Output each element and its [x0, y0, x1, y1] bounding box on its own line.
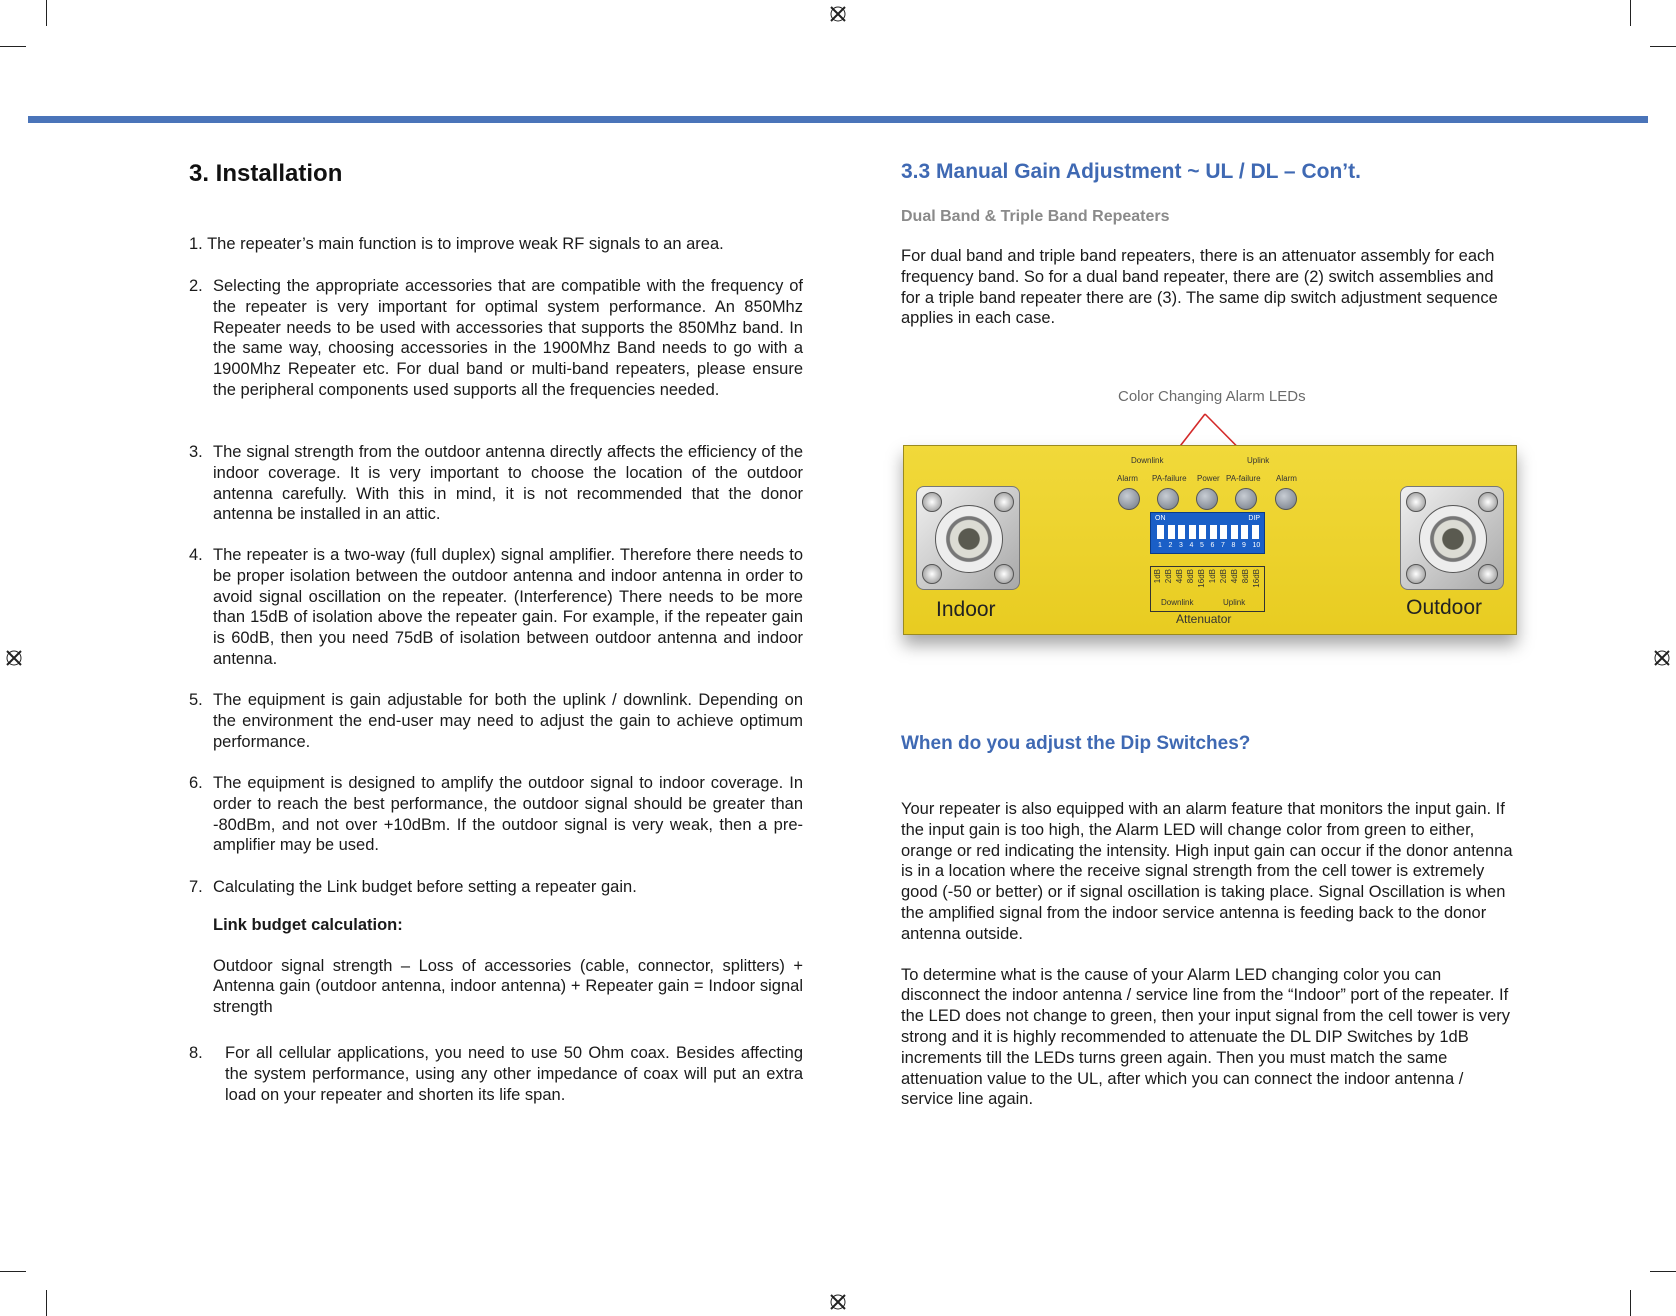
figure-caption: Color Changing Alarm LEDs — [1118, 388, 1306, 405]
dip-number: 3 — [1179, 542, 1183, 549]
item-number: 8. — [189, 1044, 203, 1062]
pa-failure-led-icon — [1235, 488, 1257, 510]
link-budget-formula: Outdoor signal strength – Loss of accessories (cable, connector, splitters) + Antenna gain (outdoor antenna, indoor antenna) + Repeater gain = Indoor signal strength — [213, 956, 803, 1017]
item-number: 4. — [189, 546, 203, 564]
dip-number: 9 — [1242, 542, 1246, 549]
item-number: 6. — [189, 774, 203, 792]
dip-switch-block[interactable] — [1150, 512, 1265, 554]
installation-column — [189, 160, 803, 1104]
dip-number: 7 — [1221, 542, 1225, 549]
dip-number: 1 — [1158, 542, 1162, 549]
dip-switch-toggle[interactable] — [1220, 525, 1227, 539]
attn-downlink-label: Downlink — [1161, 598, 1194, 607]
crop-mark — [46, 1290, 47, 1316]
dip-switch-toggle[interactable] — [1168, 525, 1175, 539]
crop-mark — [0, 46, 26, 47]
list-item — [189, 442, 803, 525]
list-item — [189, 276, 803, 401]
gain-adjustment-column — [901, 160, 1513, 329]
indoor-label: Indoor — [936, 598, 996, 621]
dip-label: DIP — [1248, 515, 1260, 522]
attenuation-value: 8dB — [1241, 569, 1250, 584]
item-text: The equipment is designed to amplify the outdoor signal to indoor coverage. In order to reach the best performance, the outdoor signal should be greater than -80dBm, and not over +10dBm. If the outdoor signal is very weak, then a pre-amplifier may be used. — [213, 774, 803, 855]
crop-mark — [1630, 1290, 1631, 1316]
repeater-front-panel — [903, 445, 1517, 635]
dip-number: 8 — [1231, 542, 1236, 549]
alarm-led-icon — [1275, 488, 1297, 510]
crop-mark — [1650, 1271, 1676, 1272]
list-item — [189, 234, 803, 255]
dip-switch-toggle[interactable] — [1241, 525, 1248, 539]
led-label: Power — [1197, 474, 1220, 483]
crop-mark — [1650, 46, 1676, 47]
outdoor-label: Outdoor — [1406, 596, 1482, 619]
registration-mark-icon — [828, 1292, 848, 1312]
attenuation-value: 1dB — [1208, 569, 1217, 584]
troubleshoot-paragraph: To determine what is the cause of your Alarm LED changing color you can disconnect the indoor antenna / service line from the “Indoor” port of the repeater. If the LED does not change to green, then your input signal from the cell tower is very strong and it is highly recommended to attenuate the DL DIP Switches by 1dB increments till the LEDs turns green again. Then you must match the same attenuation value to the UL, after which you can connect the indoor antenna / service line again. — [901, 965, 1511, 1109]
alarm-paragraph: Your repeater is also equipped with an alarm feature that monitors the input gain. If the input gain is too high, the Alarm LED will change color from green to either, orange or red indicating the intensity. High input gain can occur if the donor antenna is in a location where the receive signal strength from the cell tower is extremely good (-50 or better) or if signal oscillation is taking place. Signal Oscillation is when the amplified signal from the indoor service antenna is feeding back to the donor antenna outside. — [901, 800, 1513, 943]
crop-mark — [1630, 0, 1631, 26]
item-text: Calculating the Link budget before setting a repeater gain. — [213, 878, 637, 896]
item-number: 2. — [189, 277, 203, 295]
list-item — [189, 1043, 803, 1105]
attenuation-value: 2dB — [1219, 569, 1228, 584]
dip-switch-toggle[interactable] — [1231, 525, 1238, 539]
dip-number: 4 — [1189, 542, 1194, 549]
led-label: Alarm — [1117, 474, 1138, 483]
dip-on-label: ON — [1155, 515, 1166, 522]
dip-switch-heading: When do you adjust the Dip Switches? — [901, 733, 1251, 754]
installation-heading: 3. Installation — [189, 160, 343, 187]
attenuation-value: 2dB — [1164, 569, 1173, 584]
crop-mark — [46, 0, 47, 26]
crop-mark — [0, 1271, 26, 1272]
intro-paragraph: For dual band and triple band repeaters, there is an attenuator assembly for each frequency band. So for a dual band repeater, there are (2) switch assemblies and for a triple band repeater there are (3). The same dip switch adjustment sequence applies in each case. — [901, 247, 1498, 328]
list-item — [189, 877, 803, 1018]
header-rule — [28, 116, 1648, 123]
dip-number: 2 — [1168, 542, 1173, 549]
attenuator-table — [1150, 566, 1265, 612]
list-item — [189, 773, 803, 856]
list-item — [189, 690, 803, 752]
downlink-label: Downlink — [1131, 456, 1164, 465]
dip-switch-toggle[interactable] — [1189, 525, 1196, 539]
led-label: PA-failure — [1152, 474, 1187, 483]
attenuation-value: 8dB — [1186, 569, 1195, 584]
attenuation-value: 4dB — [1230, 569, 1239, 584]
alarm-led-icon — [1118, 488, 1140, 510]
link-budget-heading: Link budget calculation: — [213, 915, 403, 934]
item-text: For all cellular applications, you need to use 50 Ohm coax. Besides affecting the system performance, using any other impedance of coax will put an extra load on your repeater and shorten its life span. — [225, 1044, 803, 1104]
dip-switch-toggle[interactable] — [1199, 525, 1206, 539]
item-text: The repeater is a two-way (full duplex) signal amplifier. Therefore there needs to be proper isolation between the outdoor antenna and indoor antenna in order to avoid signal oscillation on the repeater. (Interference) There needs to be more than 15dB of isolation above the repeater gain. For example, if the repeater gain is 60dB, then you need 75dB of isolation between outdoor antenna and indoor antenna. — [213, 546, 803, 668]
pa-failure-led-icon — [1157, 488, 1179, 510]
dip-number: 6 — [1210, 542, 1215, 549]
item-text: The repeater’s main function is to improve weak RF signals to an area. — [207, 235, 724, 253]
item-number: 3. — [189, 443, 203, 461]
item-number: 5. — [189, 691, 203, 709]
item-number: 7. — [189, 878, 203, 896]
attenuator-label: Attenuator — [1176, 612, 1232, 626]
attn-uplink-label: Uplink — [1223, 598, 1246, 607]
dip-switch-toggle[interactable] — [1252, 525, 1259, 539]
led-label: PA-failure — [1226, 474, 1261, 483]
registration-mark-icon — [828, 4, 848, 24]
registration-mark-icon — [4, 648, 24, 668]
dip-switch-toggle[interactable] — [1157, 525, 1164, 539]
section-subheading: Dual Band & Triple Band Repeaters — [901, 208, 1170, 225]
indoor-connector-icon — [916, 486, 1020, 590]
power-led-icon — [1196, 488, 1218, 510]
dip-switch-section — [901, 733, 1513, 1110]
item-number: 1. — [189, 235, 203, 253]
attenuation-value: 4dB — [1175, 569, 1184, 584]
attenuation-value: 1dB — [1153, 569, 1162, 584]
dip-switch-toggle[interactable] — [1178, 525, 1185, 539]
item-text: The equipment is gain adjustable for both the uplink / downlink. Depending on the environment the end-user may need to adjust the gain to achieve optimum performance. — [213, 691, 803, 751]
dip-number: 5 — [1200, 542, 1204, 549]
dip-number: 10 — [1252, 542, 1261, 549]
item-text: The signal strength from the outdoor antenna directly affects the efficiency of the indoor coverage. It is very important to choose the location of the outdoor antenna carefully. With this in mind, it is not recommended that the donor antenna be installed in an attic. — [213, 443, 803, 524]
list-item — [189, 545, 803, 670]
outdoor-connector-icon — [1400, 486, 1504, 590]
section-heading: 3.3 Manual Gain Adjustment ~ UL / DL – Con’t. — [901, 160, 1361, 183]
attenuation-value: 16dB — [1252, 569, 1261, 588]
registration-mark-icon — [1652, 648, 1672, 668]
dip-switch-toggle[interactable] — [1210, 525, 1217, 539]
uplink-label: Uplink — [1247, 456, 1270, 465]
attenuation-value: 16dB — [1197, 569, 1206, 588]
led-label: Alarm — [1276, 474, 1297, 483]
item-text: Selecting the appropriate accessories that are compatible with the frequency of the repeater is very important for optimal system performance. An 850Mhz Repeater needs to be used with accessories that supports the 850Mhz band. In the same way, choosing accessories in the 1900Mhz Band needs to go with a 1900Mhz Repeater etc. For dual band or multi-band repeaters, please ensure the peripheral components used supports all the frequencies needed. — [213, 277, 803, 399]
